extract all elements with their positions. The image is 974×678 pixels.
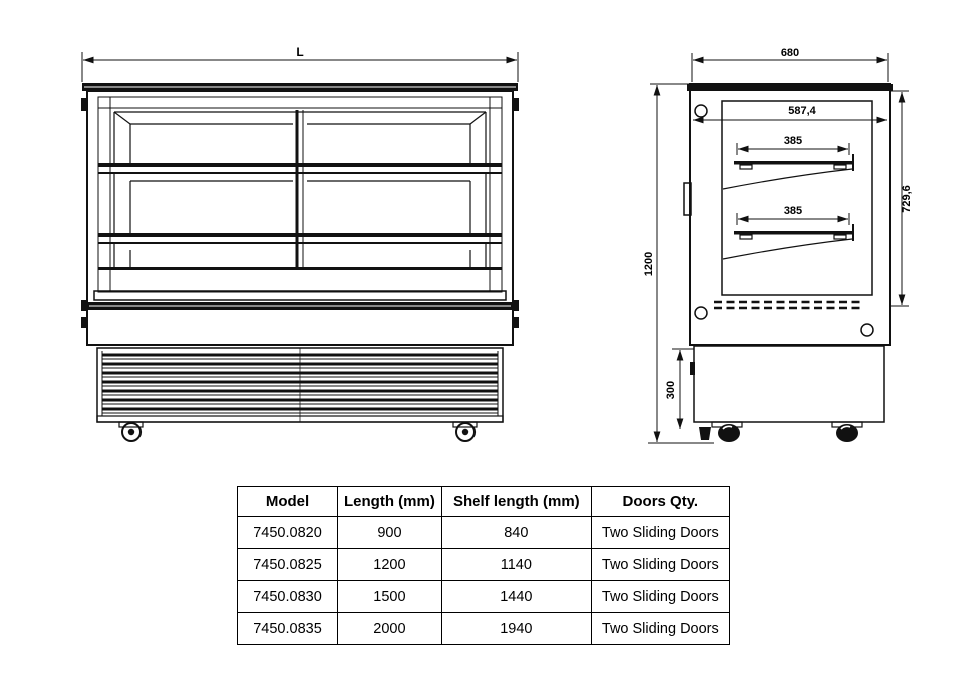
cell-model: 7450.0835: [238, 613, 338, 645]
cell-doors-qty: Two Sliding Doors: [591, 549, 729, 581]
table-row: [238, 613, 730, 645]
side-depth-dimension: [692, 47, 888, 82]
col-header-model: Model: [238, 487, 338, 517]
side-shelf1-label: 385: [783, 135, 803, 147]
side-total-height-label: 1200: [643, 251, 655, 277]
cell-length: 1500: [338, 581, 442, 613]
side-depth-label: 680: [780, 47, 800, 59]
front-caster-right: [453, 422, 477, 441]
front-shelf-2: [98, 233, 502, 244]
side-base-unit: [690, 346, 884, 422]
front-louver-base: [97, 348, 503, 422]
screw-hole-icon: [695, 307, 707, 319]
cell-shelf-length: 840: [441, 517, 591, 549]
front-lower-panels: [114, 244, 486, 267]
front-glass-frame: [98, 97, 502, 292]
side-total-height-dimension: [643, 84, 714, 443]
side-caster-right: [832, 422, 862, 442]
cell-length: 900: [338, 517, 442, 549]
front-shelf-1: [98, 163, 502, 174]
cell-doors-qty: Two Sliding Doors: [591, 613, 729, 645]
side-vent-grille: [714, 302, 862, 308]
cell-model: 7450.0820: [238, 517, 338, 549]
side-shelf2-label: 385: [783, 205, 803, 217]
side-upper-height-dimension: [891, 91, 913, 306]
side-upper-height-label: 729,6: [901, 185, 913, 213]
side-shelf-2: [723, 205, 853, 259]
cell-shelf-length: 1140: [441, 549, 591, 581]
side-base-height-dimension: [665, 349, 694, 429]
cell-model: 7450.0825: [238, 549, 338, 581]
side-inner-width-label: 587,4: [788, 105, 816, 117]
cell-length: 2000: [338, 613, 442, 645]
front-middle-panels: [114, 174, 486, 233]
side-caster-left: [699, 422, 742, 442]
cell-shelf-length: 1440: [441, 581, 591, 613]
front-center-divider: [297, 110, 303, 268]
col-header-length: Length (mm): [338, 487, 442, 517]
screw-hole-icon: [861, 324, 873, 336]
cell-length: 1200: [338, 549, 442, 581]
side-shelf-1: [723, 135, 853, 189]
cell-shelf-length: 1940: [441, 613, 591, 645]
table-row: [238, 517, 730, 549]
front-side-tabs: [81, 98, 519, 328]
cell-doors-qty: Two Sliding Doors: [591, 581, 729, 613]
side-base-height-label: 300: [665, 380, 677, 400]
front-length-dimension: [82, 45, 518, 82]
front-upper-panels: [114, 112, 486, 163]
cell-doors-qty: Two Sliding Doors: [591, 517, 729, 549]
spec-table: [237, 486, 730, 645]
side-door-window: [722, 101, 872, 295]
table-row: [238, 549, 730, 581]
screw-hole-icon: [695, 105, 707, 117]
side-top-band: [687, 84, 893, 91]
table-row: [238, 581, 730, 613]
side-view: [643, 47, 913, 443]
cell-model: 7450.0830: [238, 581, 338, 613]
col-header-shelf-length: Shelf length (mm): [441, 487, 591, 517]
front-view: [81, 45, 519, 441]
spec-table-header-row: [238, 487, 730, 517]
col-header-doors-qty: Doors Qty.: [591, 487, 729, 517]
front-length-label: L: [296, 45, 304, 59]
front-glass-bottom: [98, 267, 502, 270]
front-caster-left: [119, 422, 143, 441]
